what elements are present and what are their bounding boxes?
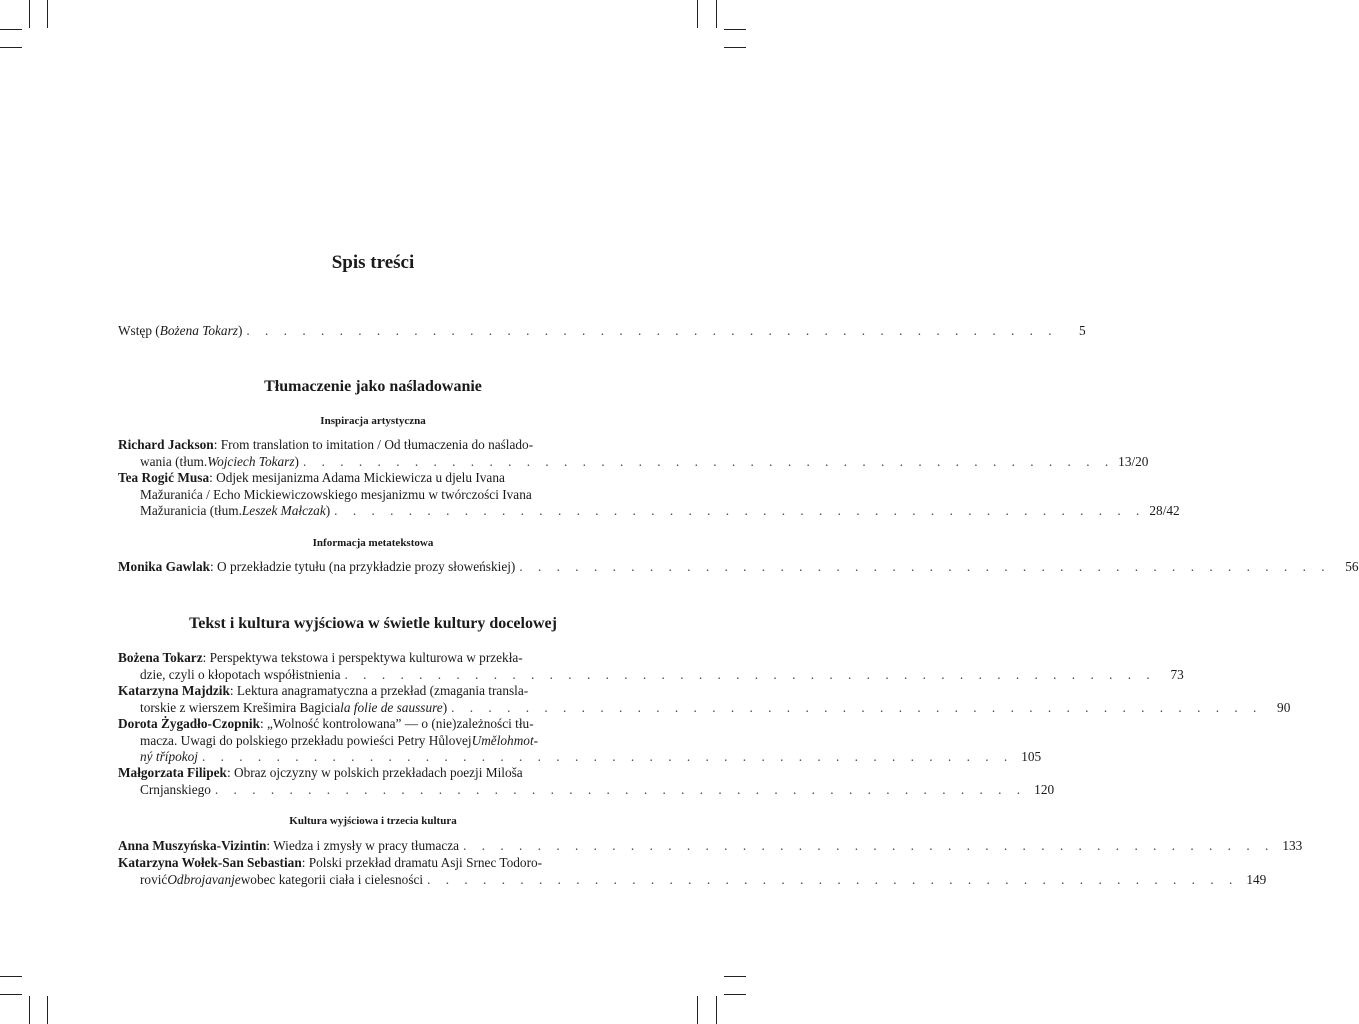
toc-entry[interactable]: Bożena Tokarz : Perspektywa tekstowa i perspektywa kulturowa w przekła- dzie, czyli o kłopotach współistnienia . . . . . . . . . . . . . . . . . . . . . . . . . . . . . . . . . . . . . . . . . . . . 73 <box>118 650 1184 682</box>
crop-mark <box>724 976 746 977</box>
page-number: 149 <box>1246 871 1267 887</box>
crop-mark <box>0 994 22 995</box>
crop-mark <box>724 994 746 995</box>
toc-entry[interactable]: Richard Jackson : From translation to imitation / Od tłumaczenia do naślado- wania (tłum. Wojciech Tokarz ) . . . . . . . . . . . . . . . . . . . . . . . . . . . . . . . . . . . . . . . . . . . . 13/20 <box>118 437 1149 469</box>
leader-dots: . . . . . . . . . . . . . . . . . . . . . . . . . . . . . . . . . . . . . . . . . . . . <box>344 666 1156 682</box>
leader-dots: . . . . . . . . . . . . . . . . . . . . . . . . . . . . . . . . . . . . . . . . . . . . <box>451 699 1263 715</box>
toc-entry[interactable]: Katarzyna Majdzik : Lektura anagramatyczna a przekład (zmagania transla- torskie z wierszem Krešimira Bagicia la folie de saussure ) . . . . . . . . . . . . . . . . . . . . . . . . . . . . . . . . . . . . . . . . . . . . 90 <box>118 683 1291 715</box>
subsection-heading: Informacja metatekstowa <box>312 537 434 549</box>
crop-mark <box>697 0 698 28</box>
page-number: 13/20 <box>1118 453 1149 469</box>
crop-mark <box>697 996 698 1024</box>
leader-dots: . . . . . . . . . . . . . . . . . . . . . . . . . . . . . . . . . . . . . . . . . . . . <box>302 453 1115 469</box>
crop-mark <box>0 976 22 977</box>
crop-mark <box>29 996 30 1024</box>
crop-mark <box>47 996 48 1024</box>
toc-entry[interactable]: Tea Rogić Musa : Odjek mesijanizma Adama Mickiewicza u djelu Ivana Mažuranića / Echo Mickiewiczowskiego mesjanizmu w twórczości Ivana Mažuranicia (tłum. Leszek Małczak ) . . . . . . . . . . . . . . . . . . . . . . . . . . . . . . . . . . . . . . . . . . . . 28/42 <box>118 470 1180 518</box>
page-number: 133 <box>1282 838 1303 853</box>
page-number: 105 <box>1021 749 1042 764</box>
crop-mark <box>724 29 746 30</box>
crop-mark <box>29 0 30 28</box>
toc-entry-intro[interactable]: Wstęp ( Bożena Tokarz ) . . . . . . . . . . . . . . . . . . . . . . . . . . . . . . . . . . . . . . . . . . . . 5 <box>118 323 1086 338</box>
toc-entry[interactable]: Katarzyna Wołek-San Sebastian : Polski przekład dramatu Asji Srnec Todoro- rović Odbrojavanje wobec kategorii ciała i cielesności . . . . . . . . . . . . . . . . . . . . . . . . . . . . . . . . . . . . . . . . . . . . 149 <box>118 855 1267 887</box>
toc-entry[interactable]: Monika Gawlak : O przekładzie tytułu (na przykładzie prozy słoweńskiej) . . . . . . . . . . . . . . . . . . . . . . . . . . . . . . . . . . . . . . . . . . . . 56 <box>118 559 1359 574</box>
toc-entry[interactable]: Małgorzata Filipek : Obraz ojczyzny w polskich przekładach poezji Miloša Crnjanskiego . . . . . . . . . . . . . . . . . . . . . . . . . . . . . . . . . . . . . . . . . . . . 120 <box>118 765 1055 797</box>
section-heading: Tłumaczenie jako naśladowanie <box>264 378 482 395</box>
leader-dots: . . . . . . . . . . . . . . . . . . . . . . . . . . . . . . . . . . . . . . . . . . . . <box>519 559 1331 574</box>
page-number: 120 <box>1034 781 1055 797</box>
crop-mark <box>716 0 717 28</box>
crop-mark <box>47 0 48 28</box>
crop-mark <box>716 996 717 1024</box>
page-number: 90 <box>1277 699 1291 715</box>
page-number: 73 <box>1170 666 1184 682</box>
leader-dots: . . . . . . . . . . . . . . . . . . . . . . . . . . . . . . . . . . . . . . . . . . . . <box>214 781 1027 797</box>
toc-entry[interactable]: Dorota Żygadło-Czopnik : „Wolność kontrolowana” — o (nie)zależności tłu- macza. Uwagi do polskiego przekładu powieści Petry Hůlovej Umělohmot- ný třípokoj . . . . . . . . . . . . . . . . . . . . . . . . . . . . . . . . . . . . . . . . . . . . 105 <box>118 716 1042 764</box>
crop-mark <box>0 29 22 30</box>
leader-dots: . . . . . . . . . . . . . . . . . . . . . . . . . . . . . . . . . . . . . . . . . . . . <box>334 503 1146 518</box>
leader-dots: . . . . . . . . . . . . . . . . . . . . . . . . . . . . . . . . . . . . . . . . . . . . <box>201 749 1014 764</box>
toc-entry[interactable]: Anna Muszyńska-Vizintin : Wiedza i zmysły w pracy tłumacza . . . . . . . . . . . . . . . . . . . . . . . . . . . . . . . . . . . . . . . . . . . . 133 <box>118 838 1303 853</box>
leader-dots: . . . . . . . . . . . . . . . . . . . . . . . . . . . . . . . . . . . . . . . . . . . . <box>463 838 1275 853</box>
subsection-heading: Kultura wyjściowa i trzecia kultura <box>289 815 457 827</box>
page-number: 5 <box>1078 323 1086 338</box>
page-number: 56 <box>1345 559 1359 574</box>
subsection-heading: Inspiracja artystyczna <box>320 415 426 427</box>
page-title: Spis treści <box>331 252 415 273</box>
crop-mark <box>0 47 22 48</box>
crop-mark <box>724 47 746 48</box>
section-heading: Tekst i kultura wyjściowa w świetle kultury docelowej <box>189 615 557 632</box>
leader-dots: . . . . . . . . . . . . . . . . . . . . . . . . . . . . . . . . . . . . . . . . . . . . <box>246 323 1058 338</box>
leader-dots: . . . . . . . . . . . . . . . . . . . . . . . . . . . . . . . . . . . . . . . . . . . . <box>427 871 1239 887</box>
page-number: 28/42 <box>1149 503 1180 518</box>
